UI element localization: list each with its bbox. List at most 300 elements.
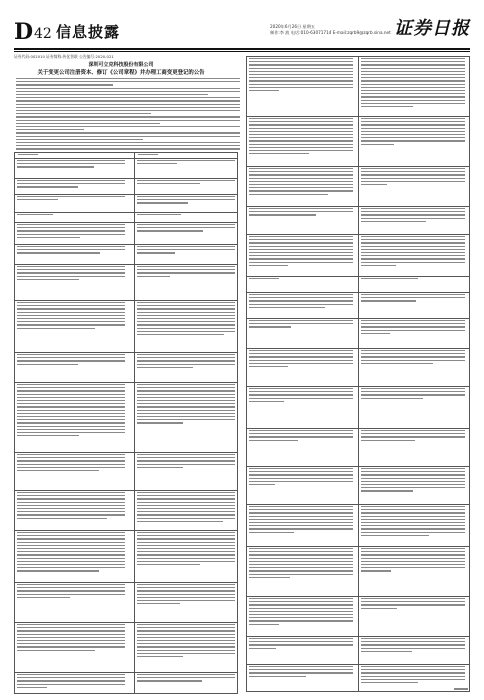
right-table-row-rule [246,348,470,349]
right-cell-text [137,384,235,385]
right-cell-text [137,594,235,595]
right-b-cell-text [361,326,465,327]
right-b-cell-text [361,388,465,389]
right-b-cell-text [361,506,465,507]
right-a-cell-text [249,561,353,562]
left-cell-text [17,508,125,509]
right-cell-text [137,554,235,555]
right-a-cell-text [249,84,353,85]
left-cell-text [17,637,125,638]
left-cell-text [17,397,125,398]
right-a-cell-text [249,554,353,555]
right-a-cell-text [249,181,353,182]
right-cell-text [137,406,235,407]
header-rule [14,48,470,50]
right-cell-text [137,597,235,598]
right-b-cell-text [361,300,416,301]
left-cell-text [17,460,125,461]
right-a-cell-text [249,574,353,575]
right-cell-text [137,249,235,250]
left-cell-text [17,400,125,401]
right-cell-text [137,460,235,461]
left-cell-text [17,360,125,361]
right-cell-text [137,328,235,329]
left-cell-text [17,542,125,543]
right-a-cell-text [249,436,353,437]
right-b-cell-text [361,350,465,351]
left-cell-text [17,561,125,562]
right-a-cell-text [249,598,353,599]
right-b-cell-text [361,481,465,482]
table-header-left [18,154,38,155]
right-a-cell-text [249,532,294,533]
right-b-cell-text [361,144,394,145]
right-b-cell-text [361,174,465,175]
right-b-cell-text [361,246,465,247]
right-table-row-rule [246,636,470,637]
right-a-cell-text [249,644,353,645]
right-a-cell-text [249,624,279,625]
left-cell-text [17,464,125,465]
right-b-cell-text [361,262,465,263]
right-cell-text [137,640,235,641]
left-cell-text [17,435,79,436]
right-a-cell-text [249,620,353,621]
right-a-cell-text [249,278,279,279]
right-b-cell-text [361,84,465,85]
right-a-cell-text [249,211,353,212]
right-a-cell-text [249,394,353,395]
intro-text-line [16,104,240,105]
left-cell-text [17,406,125,407]
right-cell-text [137,624,235,625]
right-cell-text [137,199,235,200]
right-a-cell-text [249,611,353,612]
right-a-cell-text [249,80,353,81]
right-a-cell-text [249,208,353,209]
right-b-cell-text [361,608,397,609]
left-cell-text [17,640,125,641]
left-cell-text [17,643,125,644]
left-table-row-rule [14,382,238,383]
right-cell-text [137,561,235,562]
left-cell-text [17,587,125,588]
right-cell-text [137,627,235,628]
right-table-row-rule [246,428,470,429]
left-table-row-rule [14,264,238,265]
right-a-cell-text [249,174,353,175]
right-a-cell-text [249,87,353,88]
right-b-cell-text [361,140,465,141]
left-cell-text [17,237,80,238]
left-cell-text [17,502,125,503]
right-b-cell-text [361,211,465,212]
left-cell-text [17,422,125,423]
right-cell-text [137,324,235,325]
right-cell-text [137,196,235,197]
right-b-cell-text [361,68,465,69]
right-a-cell-text [249,297,353,298]
left-cell-text [17,511,125,512]
right-cell-text [137,643,235,644]
left-cell-text [17,224,125,225]
right-b-cell-text [361,430,465,431]
right-b-cell-text [361,80,465,81]
left-cell-text [17,354,125,355]
left-cell-text [17,269,125,270]
right-b-cell-text [361,64,465,65]
intro-text-line [16,110,240,111]
right-cell-text [137,634,235,635]
left-cell-text [17,680,125,681]
right-a-cell-text [249,516,353,517]
intro-text-line [16,113,151,114]
right-a-cell-text [249,570,353,571]
right-a-cell-text [249,187,353,188]
right-b-cell-text [361,564,465,565]
right-cell-text [137,390,235,391]
right-b-cell-text [361,333,390,334]
right-cell-text [137,419,235,420]
left-cell-text [17,308,125,309]
left-cell-text [17,328,95,329]
right-a-cell-text [249,676,306,677]
right-b-cell-text [361,682,418,683]
right-b-cell-text [361,669,465,670]
right-table-row-rule [246,596,470,597]
right-cell-text [137,269,235,270]
right-b-cell-text [361,598,465,599]
right-cell-text [137,467,183,468]
right-table-row-rule [246,386,470,387]
left-cell-text [17,199,58,200]
left-cell-text [17,305,125,306]
right-cell-text [137,364,235,365]
right-cell-text [137,542,235,543]
left-cell-text [17,419,125,420]
right-b-cell-text [361,252,465,253]
left-cell-text [17,505,125,506]
intro-text-line [16,120,240,121]
right-cell-text [137,464,235,465]
left-cell-text [17,272,125,273]
left-cell-text [17,594,125,595]
right-cell-text [137,558,235,559]
intro-text-line [16,88,240,89]
right-b-cell-text [361,604,465,605]
left-table-row-rule [14,490,238,491]
right-table-row-rule [246,504,470,505]
right-a-cell-text [249,648,276,649]
right-cell-text [137,410,235,411]
left-cell-text [17,249,125,250]
right-a-cell-text [249,567,353,568]
right-a-cell-text [249,77,353,78]
right-b-cell-text [361,178,465,179]
right-b-cell-text [361,535,429,536]
right-cell-text [137,677,235,678]
right-a-cell-text [249,525,353,526]
right-cell-text [137,315,235,316]
newspaper-logo: 证券日报 [394,18,470,39]
left-cell-text [17,302,125,303]
left-cell-text [17,677,125,678]
right-b-cell-text [361,353,465,354]
right-cell-text [137,646,235,647]
right-b-cell-text [361,103,465,104]
right-a-cell-text [249,391,353,392]
date-line: 2020年6月26日 星期五 [270,24,316,29]
left-cell-text [17,498,125,499]
right-a-cell-text [249,71,353,72]
right-cell-text [137,334,224,335]
left-cell-text [17,558,125,559]
right-a-cell-text [249,246,353,247]
right-a-cell-text [249,360,353,361]
right-b-cell-text [361,676,465,677]
right-a-cell-text [249,265,288,266]
right-cell-text [137,505,235,506]
right-a-cell-text [249,641,353,642]
right-b-cell-text [361,236,465,237]
right-a-cell-text [249,190,353,191]
right-a-cell-text [249,509,353,510]
left-cell-text [17,467,125,468]
right-a-cell-text [249,522,353,523]
left-cell-text [17,684,125,685]
right-cell-text [137,160,235,161]
right-cell-text [137,214,181,215]
right-table-row-rule [246,166,470,167]
left-table-row-rule [14,352,238,353]
right-b-cell-text [361,679,465,680]
right-table-row-rule [246,546,470,547]
left-cell-text [17,548,125,549]
right-b-cell-text [361,554,465,555]
right-b-cell-text [361,218,465,219]
right-cell-text [137,305,235,306]
left-table-row-rule [14,672,238,673]
right-b-cell-text [361,644,465,645]
right-a-cell-text [249,147,353,148]
left-cell-text [17,276,125,277]
right-cell-text [137,163,177,164]
right-a-cell-text [249,262,353,263]
right-a-cell-text [249,252,353,253]
right-b-cell-text [361,561,465,562]
right-b-cell-text [361,249,465,250]
right-cell-text [137,532,235,533]
right-cell-text [137,252,175,253]
right-cell-text [137,674,235,675]
right-cell-text [137,394,235,395]
right-b-cell-text [361,516,465,517]
right-cell-text [137,545,235,546]
right-cell-text [137,495,235,496]
right-b-cell-text [361,440,415,441]
right-b-cell-text [361,297,465,298]
right-a-cell-text [249,171,353,172]
right-cell-text [137,650,235,651]
right-a-cell-text [249,68,353,69]
right-cell-text [137,548,235,549]
right-a-cell-text [249,137,353,138]
right-a-cell-text [249,363,353,364]
right-b-cell-text [361,265,396,266]
right-b-cell-text [361,74,465,75]
right-cell-text [137,521,223,522]
right-b-cell-text [361,570,391,571]
right-a-cell-text [249,128,353,129]
left-cell-text [17,567,125,568]
right-cell-text [137,230,203,231]
right-cell-text [137,603,180,604]
right-cell-text [137,272,235,273]
left-table-row-rule [14,178,238,179]
left-table-row-rule [14,222,238,223]
right-b-cell-text [361,58,465,59]
right-a-cell-text [249,255,353,256]
right-cell-text [137,312,235,313]
page-header [14,20,470,46]
left-table-divider [134,152,135,694]
right-a-cell-text [249,512,353,513]
left-cell-text [17,564,125,565]
left-cell-text [17,364,78,365]
right-b-cell-text [361,490,413,491]
left-cell-text [17,630,125,631]
right-a-cell-text [249,608,353,609]
left-cell-text [17,551,125,552]
right-b-cell-text [361,651,412,652]
right-cell-text [137,227,235,228]
page-number: 42 [34,26,52,42]
left-table-row-rule [14,194,238,195]
left-cell-text [17,416,125,417]
right-b-cell-text [361,601,465,602]
right-b-cell-text [361,471,465,472]
right-a-cell-text [249,356,353,357]
right-a-cell-text [249,474,353,475]
right-cell-text [137,590,235,591]
right-table-row-rule [246,116,470,117]
right-b-cell-text [361,398,423,399]
left-cell-text [17,234,125,235]
section-letter: D [14,19,34,45]
right-b-cell-text [361,484,465,485]
right-cell-text [137,680,202,681]
left-cell-text [17,252,100,253]
intro-text-line [16,129,84,130]
right-cell-text [137,331,235,332]
right-a-cell-text [249,320,353,321]
right-a-cell-text [249,617,353,618]
right-cell-text [137,508,235,509]
left-cell-text [17,230,125,231]
right-cell-text [137,457,235,458]
left-cell-text [17,227,125,228]
left-cell-text [17,454,125,455]
right-a-cell-text [249,61,353,62]
intro-text-line [16,139,143,140]
right-b-cell-text [361,641,465,642]
right-b-cell-text [361,131,465,132]
right-cell-text [137,387,235,388]
right-a-cell-text [249,353,353,354]
right-b-cell-text [361,294,465,295]
left-table-row-rule [14,530,238,531]
right-cell-text [137,514,235,515]
right-b-cell-text [361,528,465,529]
right-a-cell-text [249,236,353,237]
right-a-cell-text [249,577,290,578]
left-cell-text [17,584,125,585]
right-a-cell-text [249,74,353,75]
right-cell-text [137,318,235,319]
right-b-cell-text [361,356,465,357]
left-cell-text [17,387,125,388]
right-b-cell-text [361,532,465,533]
right-a-cell-text [249,242,353,243]
right-b-cell-text [361,61,465,62]
left-cell-text [17,312,125,313]
right-b-cell-text [361,558,465,559]
right-a-cell-text [249,326,291,327]
right-a-cell-text [249,58,353,59]
right-a-cell-text [249,430,353,431]
right-b-cell-text [361,118,465,119]
right-cell-text [137,202,188,203]
right-b-cell-text [361,525,465,526]
left-cell-text [17,196,125,197]
right-b-cell-text [361,433,465,434]
right-a-cell-text [249,134,353,135]
intro-text-line [16,148,240,149]
right-cell-text [137,637,235,638]
left-cell-text [17,403,125,404]
right-table-row-rule [246,206,470,207]
right-a-cell-text [249,300,353,301]
right-b-cell-text [361,124,465,125]
right-b-cell-text [361,168,465,169]
right-b-cell-text [361,239,465,240]
right-a-cell-text [249,144,353,145]
left-cell-text [17,390,125,391]
right-a-cell-text [249,638,353,639]
announcement-company: 深圳可立克科技股份有限公司 [88,62,154,68]
right-b-cell-text [361,208,465,209]
left-cell-text [17,646,125,647]
intro-text-line [16,84,113,85]
left-cell-text [17,627,125,628]
right-cell-text [137,397,235,398]
right-a-cell-text [249,614,353,615]
intro-text-line [16,81,240,82]
right-cell-text [137,413,235,414]
intro-text-line [16,94,208,95]
left-cell-text [17,532,125,533]
right-a-cell-text [249,118,353,119]
left-table-row-rule [14,300,238,301]
left-cell-text [17,357,125,358]
right-a-cell-text [249,669,353,670]
right-a-cell-text [249,307,325,308]
right-b-cell-text [361,171,465,172]
right-a-cell-text [249,551,353,552]
right-cell-text [137,584,235,585]
right-a-cell-text [249,239,353,240]
left-table-row-rule [14,622,238,623]
